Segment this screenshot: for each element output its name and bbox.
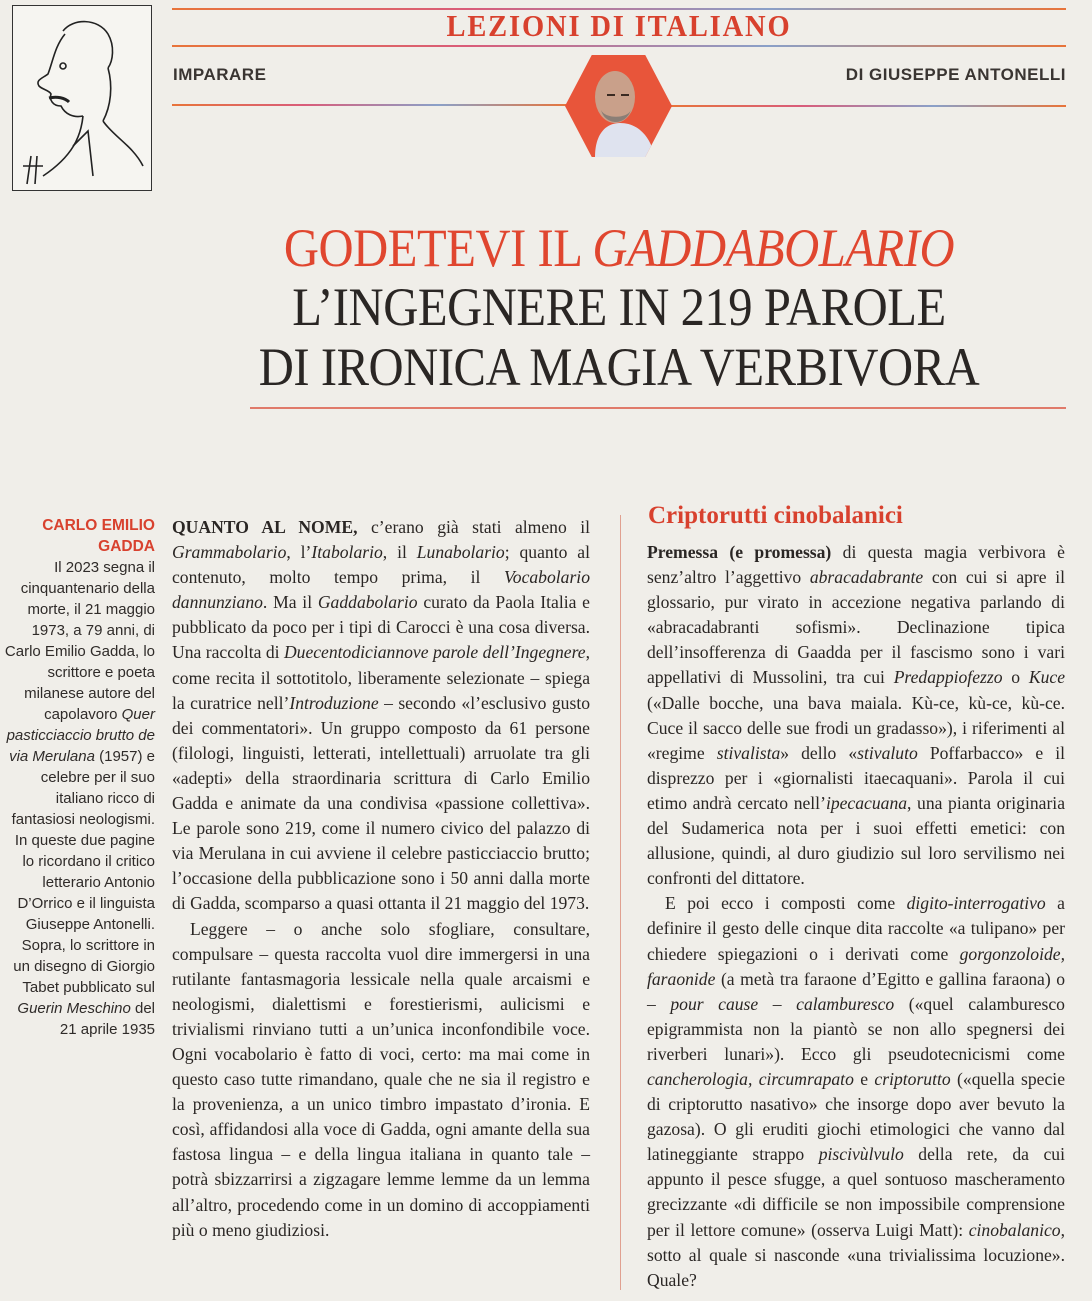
- text-run: della rete, da cui appunto il pesce sfugge, a quel sontuoso mascheramento grecizzante «di difficile se non impossibile comprensione per il lettore comune» (osserva Luigi Matt):: [647, 1144, 1065, 1240]
- text-run: («quella specie di criptorutto nasativo» che insorge dopo aver bevuto la gazosa). O gli eruditi giochi etimologici che vanno dal latineggiante strappo: [647, 1068, 1066, 1165]
- text-run: Il 2023 segna il cinquantenario della morte, il 21 maggio 1973, a 79 anni, di Carlo Emilio Gadda, lo scrittore e poeta milanese autore del capolavoro: [4, 559, 155, 723]
- article-column-1: [172, 515, 590, 1243]
- header-bottom-rule-right: [668, 105, 1066, 107]
- text-run: c’erano già stati almeno il: [357, 517, 590, 537]
- text-run: E poi ecco i composti come: [665, 893, 907, 914]
- photo-caption-sidebar: [2, 515, 155, 1040]
- paragraph: [647, 540, 1065, 891]
- italic-term: calamburesco: [796, 993, 895, 1014]
- text-run: (1957) e celebre per il suo italiano ricco di fantasiosi neologismi. In queste due pagine lo ricordano il critico letterario Antonio D’Orrico e il linguista Giuseppe Antonelli. Sopra, lo scrittore in un disegno di Giorgio Tabet pubblicato sul: [11, 748, 155, 996]
- headline-line-1: [217, 218, 1022, 278]
- italic-term: abracadabrante: [809, 567, 924, 588]
- text-run: – secondo «l’esclusivo gusto dei commentatori». Un gruppo composto da 61 persone (filologi, linguisti, letterati, intellettuali) arruolate tra gli «adepti» della straordinaria scrittura di Carlo Emilio Gadda e animate da una condivisa «passione collettiva». Le parole sono 219, come il numero civico del palazzo di via Merulana in cui avviene il celebre pasticciaccio brutto; l’occasione della pubblicazione sono i 50 anni dalla morte di Gadda, scomparso a quasi ottanta il 21 maggio del 1973.: [172, 692, 590, 914]
- italic-term: cancherologia, circumrapato: [647, 1068, 854, 1089]
- author-photo: [565, 55, 672, 157]
- author-byline: DI GIUSEPPE ANTONELLI: [845, 65, 1066, 84]
- italic-term: piscivùlvulo: [818, 1144, 904, 1165]
- italic-term: digito-interrogativo: [906, 893, 1046, 914]
- italic-term: Predappiofezzo: [893, 667, 1003, 688]
- italic-term: cinobalanico: [968, 1219, 1061, 1240]
- text-run: o: [1002, 667, 1029, 688]
- text-run: , sotto al quale si nasconde «una trivialissima locuzione». Quale?: [647, 1219, 1065, 1290]
- paragraph: [172, 917, 590, 1243]
- text-run: curato da Paola Italia e pubblicato da poco per i tipi di Carocci è una cosa diversa. Una raccolta di: [172, 592, 590, 663]
- column-divider: [620, 515, 621, 1290]
- article-column-2: [647, 540, 1065, 1293]
- text-run: –: [758, 993, 797, 1014]
- gadda-caricature-drawing: [12, 5, 152, 191]
- header-bottom-rule-left: [172, 104, 570, 106]
- text-run: («quel calamburesco epigrammista non la piantò se non allo spegnersi dei riverberi lunari»). Ecco gli pseudotecnicismi come: [647, 993, 1065, 1064]
- italic-term: stivalista: [716, 742, 781, 763]
- text-run: Leggere – o anche solo sfogliare, consultare, compulsare – questa raccolta vuol dire immergersi in una rutilante fantasmagoria lessicale nella quale arcaismi e neologismi, dialettismi e forestierismi, aulicismi e trivialismi rinviano tutti a un’unica inconfondibile voce. Ogni vocabolario è fatto di voci, certo: ma mai come in questo caso tutte rimandano, quale che ne sia il registro e la provenienza, a un unico timbro impastato d’ironia. E così, affidandosi alla voce di Gadda, ogni amante della sua fastosa lingua – e della lingua italiana in quanto tale – potrà sbizzarrirsi a zigzagare lemme lemme da un lemma all’altro, procedendo come in un domino di accoppiamenti più o meno giudiziosi.: [172, 918, 590, 1240]
- section-kicker: LEZIONI DI ITALIANO: [446, 8, 792, 43]
- text-run: con cui si apre il glossario, pur virato in accezione negativa parlando di «abracadabranti sofismi». Declinazione tipica dell’insofferenza di Gaadda per il fascismo sono i vari appellativi di Mussolini, tra cui: [647, 567, 1065, 688]
- headline-prefix: GODETEVI IL: [283, 218, 593, 278]
- text-run: («Dalle bocche, una bava maiala. Kù-ce, kù-ce, kù-ce. Cuce il sacco delle sue frodi un gradasso»), i riferimenti al «regime: [647, 692, 1065, 763]
- italic-term: Guerin Meschino: [17, 1000, 131, 1017]
- italic-term: Grammabolario: [172, 542, 287, 563]
- italic-term: Duecentodiciannove parole dell’Ingegnere: [283, 642, 586, 663]
- italic-term: Lunabolario: [416, 542, 505, 563]
- italic-term: Itabolario: [311, 542, 383, 563]
- text-run: e: [853, 1068, 875, 1089]
- caption-name: CARLO EMILIO GADDA: [42, 517, 155, 555]
- paragraph: [172, 515, 590, 917]
- caption-text: [2, 557, 155, 1040]
- headline-rule: [250, 407, 1066, 409]
- paragraph: [647, 891, 1065, 1293]
- text-run: Poffarbacco» e il disprezzo per i «giornalisti itaecaquani». Parola il cui etimo andrà cercato nell’: [647, 742, 1066, 813]
- text-run: (a metà tra faraone d’Egitto e gallina faraona) o –: [647, 968, 1065, 1014]
- text-run: , una pianta originaria del Sudamerica nota per i suoi effetti emetici: con allusione, quindi, al duro giudizio sul loro servilismo nei confronti del dittatore.: [647, 792, 1065, 889]
- text-run: di questa magia verbivora è senz’altro l’aggettivo: [647, 542, 1065, 588]
- italic-term: criptorutto: [874, 1068, 951, 1089]
- italic-term: Gaddabolario: [317, 592, 418, 613]
- italic-term: stivaluto: [857, 742, 918, 763]
- lead-in: QUANTO AL NOME,: [172, 517, 358, 537]
- italic-term: Vocabolario dannunziano: [172, 567, 590, 613]
- italic-term: Kuce: [1028, 667, 1066, 688]
- headline-line-2: L’INGEGNERE IN 219 PAROLE: [292, 277, 946, 337]
- text-run: del 21 aprile 1935: [59, 1000, 155, 1038]
- italic-term: Quer pasticciaccio brutto de via Merulana: [6, 706, 155, 765]
- text-run: . Ma il: [262, 592, 318, 613]
- lead-in: Premessa (e promessa): [647, 542, 832, 562]
- text-run: a definire il gesto delle cinque dita raccolte «a tulipano» per chiedere spiegazioni o i derivati come: [647, 893, 1065, 964]
- italic-term: pour cause: [670, 993, 759, 1014]
- text-run: , l’: [286, 542, 312, 563]
- text-run: , il: [382, 542, 417, 563]
- text-run: ; quanto al contenuto, molto tempo prima, il: [172, 542, 590, 588]
- text-run: » dello «: [780, 742, 858, 763]
- headline-title-word: GADDABOLARIO: [592, 218, 955, 278]
- italic-term: ipecacuana: [825, 792, 908, 813]
- text-run: , come recita il sottotitolo, liberamente selezionate – spiega la curatrice nell’: [172, 642, 590, 713]
- italic-term: Introduzione: [289, 692, 379, 713]
- section-label: IMPARARE: [173, 65, 267, 84]
- column-2-subheading: Criptorutti cinobalanici: [648, 502, 903, 529]
- headline-line-3: DI IRONICA MAGIA VERBIVORA: [258, 337, 980, 397]
- italic-term: gorgonzoloide, faraonide: [647, 943, 1065, 989]
- header-mid-rule: [172, 45, 1066, 47]
